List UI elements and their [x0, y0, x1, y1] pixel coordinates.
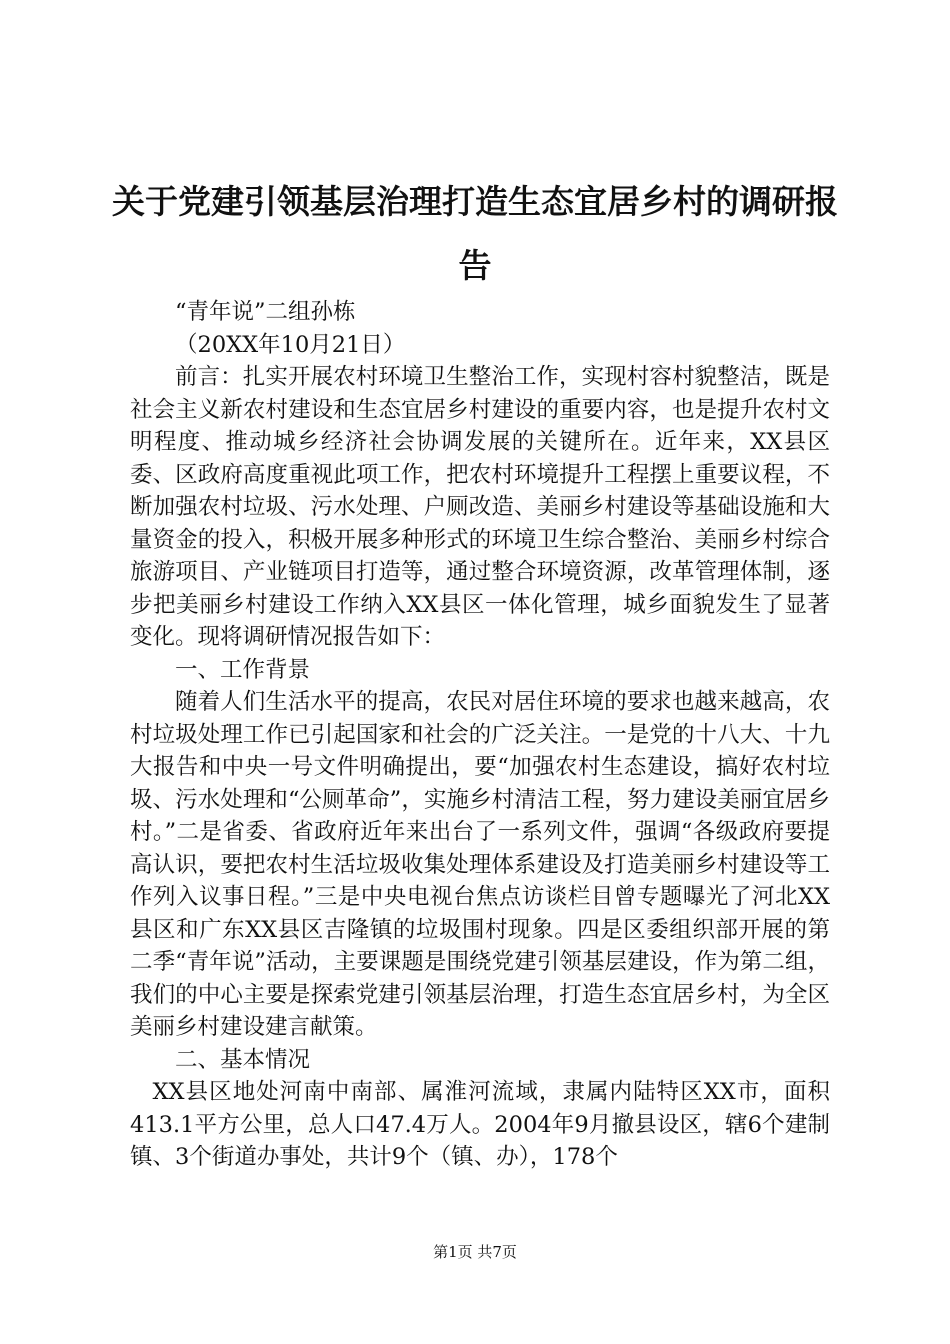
section-heading-basic-info: 二、基本情况 [175, 1046, 311, 1073]
section-heading-background: 一、工作背景 [175, 656, 311, 683]
date-line: （20XX年10月21日） [175, 331, 406, 358]
author-line: “青年说”二组孙栋 [175, 299, 356, 325]
paragraph-preface: 前言：扎实开展农村环境卫生整治工作，实现村容村貌整洁，既是社会主义新农村建设和生态宜居乡村建设的重要内容，也是提升农村文明程度、推动城乡经济社会协调发展的关键所在。近年来，XX县区委、区政府高度重视此项工作，把农村环境提升工程摆上重要议程，不断加强农村垃圾、污水处理、户厕改造、美丽乡村建设等基础设施和大量资金的投入，积极开展多种形式的环境卫生综合整治、美丽乡村综合旅游项目、产业链项目打造等，通过整合环境资源，改革管理体制，逐步把美丽乡村建设工作纳入XX县区一体化管理，城乡面貌发生了显著变化。现将调研情况报告如下： [130, 364, 830, 650]
paragraph-background: 随着人们生活水平的提高，农民对居住环境的要求也越来越高，农村垃圾处理工作已引起国家和社会的广泛关注。一是党的十八大、十九大报告和中央一号文件明确提出，要“加强农村生态建设，搞好农村垃圾、污水处理和“公厕革命”，实施乡村清洁工程，努力建设美丽宜居乡村。”二是省委、省政府近年来出台了一系列文件，强调“各级政府要提高认识，要把农村生活垃圾收集处理体系建设及打造美丽乡村建设等工作列入议事日程。”三是中央电视台焦点访谈栏目曾专题曝光了河北XX县区和广东XX县区吉隆镇的垃圾围村现象。四是区委组织部开展的第二季“青年说”活动，主要课题是围绕党建引领基层建设，作为第二组，我们的中心主要是探索党建引领基层治理，打造生态宜居乡村，为全区美丽乡村建设建言献策。 [130, 689, 830, 1040]
document-title: 关于党建引领基层治理打造生态宜居乡村的调研报告 [112, 182, 838, 285]
page-footer: 第1页 共7页 [433, 1243, 517, 1261]
document-body [130, 296, 830, 1174]
paragraph-basic-info: XX县区地处河南中南部、属淮河流域，隶属内陆特区XX市，面积413.1平方公里，总人口47.4万人。2004年9月撤县设区，辖6个建制镇、3个街道办事处，共计9个（镇、办），178个 [130, 1079, 830, 1170]
